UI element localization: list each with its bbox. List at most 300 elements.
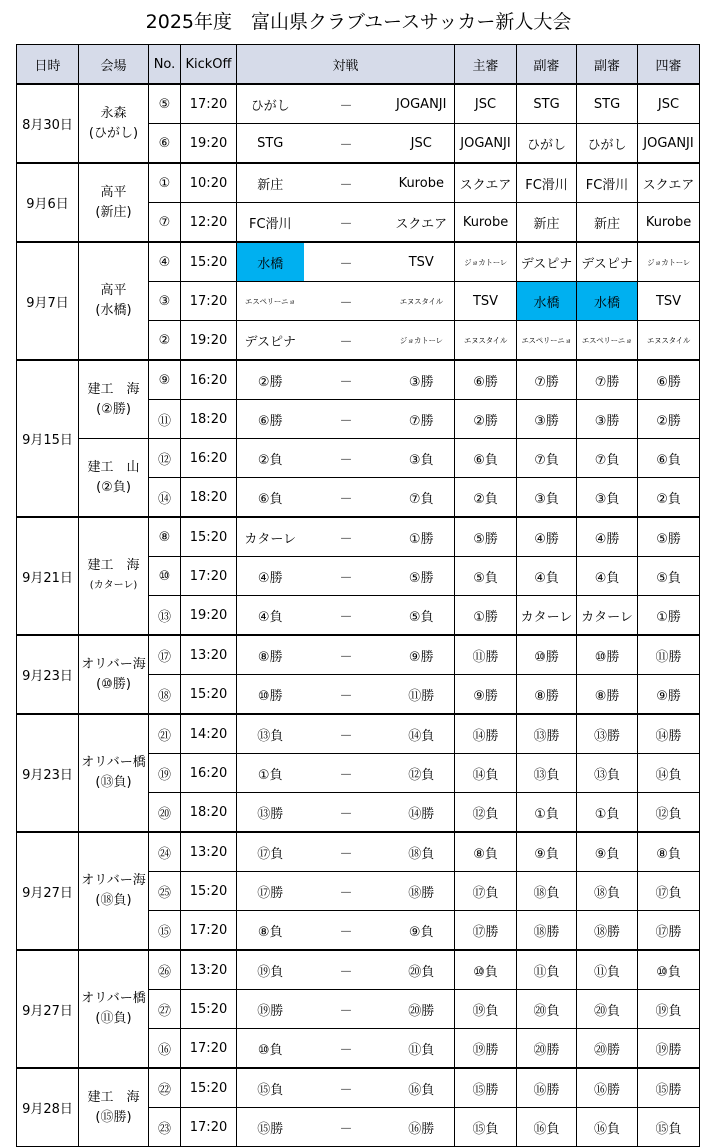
ref-main-cell: ⑰勝 [455,911,517,951]
away-team-cell: JSC [389,124,455,164]
kickoff-cell: 16:20 [181,439,237,478]
versus-cell: － [304,321,389,361]
ref-main-cell: ⑮負 [455,1108,517,1147]
versus-cell: － [304,754,389,793]
ref-sub2-cell: ⑱勝 [577,911,638,951]
venue-cell [79,163,149,242]
table-row [17,360,700,400]
ref-sub2-cell: ⑳勝 [577,1029,638,1069]
kickoff-cell: 13:20 [181,635,237,675]
ref-fourth-cell: ジョカトーレ [638,242,700,282]
date-cell: 9月27日 [17,950,79,1068]
kickoff-cell: 17:20 [181,557,237,596]
ref-fourth-cell: ⑰負 [638,872,700,911]
venue-name: オリバー海 [81,873,146,888]
ref-main-cell: ⑧負 [455,832,517,872]
kickoff-cell: 18:20 [181,478,237,518]
match-no-cell: ⑰ [149,635,181,675]
versus-cell: － [304,872,389,911]
versus-cell: － [304,675,389,715]
kickoff-cell: 18:20 [181,793,237,833]
home-team-cell: ⑬勝 [237,793,304,833]
kickoff-cell: 18:20 [181,400,237,439]
venue-cell [79,1068,149,1147]
versus-cell: － [304,990,389,1029]
ref-sub1-cell: 新庄 [517,203,577,243]
date-cell: 9月28日 [17,1068,79,1147]
header-kickoff: KickOff [181,45,237,85]
table-row [17,517,700,557]
ref-main-cell: ⑭負 [455,754,517,793]
ref-sub1-cell: ⑦勝 [517,360,577,400]
date-cell: 9月7日 [17,242,79,360]
kickoff-cell: 15:20 [181,872,237,911]
ref-sub2-cell: ④負 [577,557,638,596]
ref-main-cell: ⑫負 [455,793,517,833]
page-title: 2025年度 富山県クラブユースサッカー新人大会 [145,11,572,33]
ref-sub1-cell: ⑬勝 [517,714,577,754]
versus-cell: － [304,911,389,951]
ref-fourth-cell: JSC [638,84,700,124]
versus-cell: － [304,478,389,518]
versus-cell: － [304,400,389,439]
match-no-cell: ⑲ [149,754,181,793]
home-team-cell: ④負 [237,596,304,636]
header-match: 対戦 [237,45,455,85]
venue-host: (ひがし) [88,125,139,141]
ref-main-cell: ⑩負 [455,950,517,990]
versus-cell: － [304,517,389,557]
match-no-cell: ㉗ [149,990,181,1029]
home-team-cell: ⑩勝 [237,675,304,715]
versus-cell: － [304,439,389,478]
home-team-cell: ⑰負 [237,832,304,872]
ref-sub1-cell: ⑦負 [517,439,577,478]
home-team-cell: ⑧負 [237,911,304,951]
away-team-cell: ⑨勝 [389,635,455,675]
ref-main-cell: スクエア [455,163,517,203]
ref-fourth-cell: ⑪勝 [638,635,700,675]
header-ref-fourth: 四審 [638,45,700,85]
ref-sub1-cell: エスペリーニョ [517,321,577,361]
table-row [17,950,700,990]
match-no-cell: ⑨ [149,360,181,400]
ref-main-cell: ⑮勝 [455,1068,517,1108]
versus-cell: － [304,635,389,675]
home-team-cell: ⑬負 [237,714,304,754]
home-team-cell: ⑰勝 [237,872,304,911]
ref-sub1-cell: ④負 [517,557,577,596]
kickoff-cell: 19:20 [181,321,237,361]
away-team-cell: ③勝 [389,360,455,400]
ref-sub2-cell: ⑬勝 [577,714,638,754]
ref-sub1-cell: ③負 [517,478,577,518]
date-cell: 8月30日 [17,84,79,163]
home-team-cell: FC滑川 [237,203,304,243]
ref-fourth-cell: ⑰勝 [638,911,700,951]
ref-sub2-cell: ⑧勝 [577,675,638,715]
away-team-cell: ⑯負 [389,1068,455,1108]
versus-cell: － [304,282,389,321]
home-team-cell: ⑥勝 [237,400,304,439]
ref-main-cell: JSC [455,84,517,124]
header-no: No. [149,45,181,85]
ref-sub1-cell: ⑳勝 [517,1029,577,1069]
ref-fourth-cell: ⑭勝 [638,714,700,754]
home-team-cell: ④勝 [237,557,304,596]
venue-cell [79,635,149,714]
home-team-cell: ひがし [237,84,304,124]
home-team-cell: ①負 [237,754,304,793]
ref-sub1-cell: ひがし [517,124,577,164]
match-no-cell: ② [149,321,181,361]
away-team-cell: ③負 [389,439,455,478]
match-no-cell: ⑳ [149,793,181,833]
venue-host: (⑪負) [95,1011,132,1026]
match-no-cell: ① [149,163,181,203]
table-row [17,714,700,754]
home-team-cell: ⑲勝 [237,990,304,1029]
versus-cell: － [304,832,389,872]
home-team-cell: STG [237,124,304,164]
home-team-cell: エスペリーニョ [237,282,304,321]
ref-sub1-cell: デスピナ [517,242,577,282]
table-row [17,1068,700,1108]
ref-fourth-cell: ⑨勝 [638,675,700,715]
kickoff-cell: 17:20 [181,282,237,321]
ref-main-cell: JOGANJI [455,124,517,164]
schedule-table [16,44,700,1147]
header-venue: 会場 [79,45,149,85]
ref-main-cell: ⑲負 [455,990,517,1029]
kickoff-cell: 17:20 [181,1108,237,1147]
venue-name: 建工 海 [87,381,140,397]
ref-sub2-cell: ⑦負 [577,439,638,478]
date-cell: 9月6日 [17,163,79,242]
away-team-cell: ジョカトーレ [389,321,455,361]
ref-sub1-cell: ⑱勝 [517,911,577,951]
ref-fourth-cell: ⑲負 [638,990,700,1029]
venue-cell [79,832,149,950]
home-team-cell: ⑥負 [237,478,304,518]
home-team-cell: デスピナ [237,321,304,361]
ref-fourth-cell: ⑲勝 [638,1029,700,1069]
ref-fourth-cell: スクエア [638,163,700,203]
away-team-cell: ⑫負 [389,754,455,793]
versus-cell: － [304,242,389,282]
ref-sub1-cell: ⑩勝 [517,635,577,675]
kickoff-cell: 13:20 [181,832,237,872]
ref-sub2-cell: ⑳負 [577,990,638,1029]
ref-sub2-cell: ⑯負 [577,1108,638,1147]
kickoff-cell: 19:20 [181,124,237,164]
match-no-cell: ⑭ [149,478,181,518]
kickoff-cell: 19:20 [181,596,237,636]
ref-sub2-cell: ⑬負 [577,754,638,793]
date-cell: 9月21日 [17,517,79,635]
kickoff-cell: 14:20 [181,714,237,754]
venue-host: (水橋) [95,303,132,318]
venue-host: (⑬負) [95,775,132,790]
versus-cell: － [304,950,389,990]
ref-sub2-cell: ひがし [577,124,638,164]
venue-name: オリバー橋 [81,991,146,1006]
match-no-cell: ④ [149,242,181,282]
ref-sub2-cell: ⑯勝 [577,1068,638,1108]
ref-sub2-cell: ⑨負 [577,832,638,872]
kickoff-cell: 17:20 [181,84,237,124]
ref-sub2-cell: エスペリーニョ [577,321,638,361]
table-row [17,832,700,872]
table-row [17,242,700,282]
ref-main-cell: ②負 [455,478,517,518]
venue-cell [79,517,149,635]
match-no-cell: ⑯ [149,1029,181,1069]
ref-main-cell: ⑤負 [455,557,517,596]
ref-fourth-cell: ②負 [638,478,700,518]
kickoff-cell: 12:20 [181,203,237,243]
ref-main-cell: ⑲勝 [455,1029,517,1069]
venue-name: オリバー海 [81,656,146,672]
ref-sub2-cell: FC滑川 [577,163,638,203]
ref-sub2-cell: デスピナ [577,242,638,282]
match-no-cell: ㉓ [149,1108,181,1147]
home-team-cell: ⑮負 [237,1068,304,1108]
ref-sub1-cell: ⑯勝 [517,1068,577,1108]
home-team-cell: ⑧勝 [237,635,304,675]
kickoff-cell: 13:20 [181,950,237,990]
venue-name: 高平 [100,283,127,298]
home-team-cell: ②勝 [237,360,304,400]
ref-sub2-cell: 新庄 [577,203,638,243]
ref-sub1-cell: ①負 [517,793,577,833]
ref-sub2-cell: STG [577,84,638,124]
date-cell: 9月23日 [17,635,79,714]
ref-fourth-cell: ②勝 [638,400,700,439]
header-ref-sub2: 副審 [577,45,638,85]
venue-cell [79,439,149,518]
home-team-cell: ⑮勝 [237,1108,304,1147]
ref-sub1-cell: ⑯負 [517,1108,577,1147]
ref-sub1-cell: ⑧勝 [517,675,577,715]
away-team-cell: ⑤負 [389,596,455,636]
away-team-cell: ⑭勝 [389,793,455,833]
away-team-cell: ⑱負 [389,832,455,872]
venue-host: (⑩勝) [96,676,131,692]
ref-sub1-cell: STG [517,84,577,124]
header-date: 日時 [17,45,79,85]
away-team-cell: ⑪負 [389,1029,455,1069]
kickoff-cell: 15:20 [181,990,237,1029]
versus-cell: － [304,596,389,636]
venue-host: (⑮勝) [95,1109,132,1125]
away-team-cell: ⑤勝 [389,557,455,596]
away-team-cell: ⑦勝 [389,400,455,439]
table-row [17,84,700,124]
kickoff-cell: 16:20 [181,360,237,400]
header-ref-sub1: 副審 [517,45,577,85]
ref-fourth-cell: ⑤勝 [638,517,700,557]
kickoff-cell: 16:20 [181,754,237,793]
kickoff-cell: 10:20 [181,163,237,203]
away-team-cell: ⑳負 [389,950,455,990]
match-no-cell: ㉒ [149,1068,181,1108]
venue-host: (②勝) [96,401,131,417]
table-row [17,163,700,203]
venue-host: (②負) [96,479,131,495]
match-no-cell: ⑫ [149,439,181,478]
ref-fourth-cell: JOGANJI [638,124,700,164]
away-team-cell: ⑳勝 [389,990,455,1029]
venue-host: (新庄) [95,204,132,220]
away-team-cell: JOGANJI [389,84,455,124]
ref-sub1-cell: ⑪負 [517,950,577,990]
venue-name: 建工 山 [87,459,140,475]
versus-cell: － [304,714,389,754]
venue-cell [79,360,149,439]
away-team-cell: TSV [389,242,455,282]
ref-main-cell: ⑨勝 [455,675,517,715]
kickoff-cell: 17:20 [181,1029,237,1069]
venue-host: (カターレ) [89,580,138,591]
away-team-cell: ⑦負 [389,478,455,518]
ref-fourth-cell: TSV [638,282,700,321]
match-no-cell: ㉕ [149,872,181,911]
match-no-cell: ⑥ [149,124,181,164]
ref-sub1-cell: ⑳負 [517,990,577,1029]
ref-main-cell: ⑥勝 [455,360,517,400]
date-cell: 9月27日 [17,832,79,950]
match-no-cell: ⑩ [149,557,181,596]
away-team-cell: ⑱勝 [389,872,455,911]
ref-fourth-cell: ⑩負 [638,950,700,990]
away-team-cell: ⑯勝 [389,1108,455,1147]
ref-main-cell: ①勝 [455,596,517,636]
ref-sub1-cell: カターレ [517,596,577,636]
ref-fourth-cell: ①勝 [638,596,700,636]
ref-main-cell: ⑪勝 [455,635,517,675]
away-team-cell: ⑨負 [389,911,455,951]
ref-sub1-cell: FC滑川 [517,163,577,203]
match-no-cell: ㉖ [149,950,181,990]
venue-name: 永森 [100,105,127,121]
ref-main-cell: ⑥負 [455,439,517,478]
away-team-cell: スクエア [389,203,455,243]
venue-cell [79,714,149,832]
match-no-cell: ⑤ [149,84,181,124]
home-team-cell: ⑩負 [237,1029,304,1069]
versus-cell: － [304,1108,389,1147]
versus-cell: － [304,1029,389,1069]
home-team-cell: ⑲負 [237,950,304,990]
date-cell: 9月23日 [17,714,79,832]
header-ref-main: 主審 [455,45,517,85]
kickoff-cell: 15:20 [181,242,237,282]
match-no-cell: ㉑ [149,714,181,754]
ref-main-cell: TSV [455,282,517,321]
versus-cell: － [304,1068,389,1108]
ref-fourth-cell: ⑧負 [638,832,700,872]
date-cell: 9月15日 [17,360,79,517]
ref-fourth-cell: エヌスタイル [638,321,700,361]
ref-sub1-cell: 水橋 [517,282,577,321]
home-team-cell: カターレ [237,517,304,557]
venue-cell [79,84,149,163]
ref-main-cell: ②勝 [455,400,517,439]
ref-sub1-cell: ④勝 [517,517,577,557]
match-no-cell: ③ [149,282,181,321]
ref-sub1-cell: ③勝 [517,400,577,439]
ref-sub2-cell: ①負 [577,793,638,833]
venue-name: 建工 海 [87,1089,140,1105]
match-no-cell: ㉔ [149,832,181,872]
match-no-cell: ⑱ [149,675,181,715]
kickoff-cell: 15:20 [181,675,237,715]
ref-sub2-cell: ④勝 [577,517,638,557]
header-row [17,45,700,85]
ref-main-cell: ⑤勝 [455,517,517,557]
away-team-cell: Kurobe [389,163,455,203]
ref-sub2-cell: 水橋 [577,282,638,321]
ref-sub1-cell: ⑨負 [517,832,577,872]
ref-fourth-cell: ⑮勝 [638,1068,700,1108]
kickoff-cell: 15:20 [181,517,237,557]
ref-sub2-cell: ⑱負 [577,872,638,911]
ref-main-cell: エヌスタイル [455,321,517,361]
ref-sub2-cell: ⑪負 [577,950,638,990]
kickoff-cell: 15:20 [181,1068,237,1108]
venue-name: 高平 [100,184,127,200]
versus-cell: － [304,84,389,124]
versus-cell: － [304,360,389,400]
match-no-cell: ⑬ [149,596,181,636]
versus-cell: － [304,163,389,203]
ref-main-cell: Kurobe [455,203,517,243]
ref-sub2-cell: カターレ [577,596,638,636]
ref-sub1-cell: ⑬負 [517,754,577,793]
away-team-cell: ①勝 [389,517,455,557]
table-row [17,439,700,478]
table-row [17,635,700,675]
ref-sub1-cell: ⑱負 [517,872,577,911]
venue-cell [79,950,149,1068]
venue-host: (⑱負) [95,893,132,908]
versus-cell: － [304,557,389,596]
away-team-cell: エヌスタイル [389,282,455,321]
versus-cell: － [304,124,389,164]
versus-cell: － [304,793,389,833]
match-no-cell: ⑪ [149,400,181,439]
ref-sub2-cell: ③勝 [577,400,638,439]
home-team-cell: 水橋 [237,242,304,282]
ref-fourth-cell: ⑮負 [638,1108,700,1147]
ref-fourth-cell: ⑥負 [638,439,700,478]
ref-main-cell: ジョカトーレ [455,242,517,282]
kickoff-cell: 17:20 [181,911,237,951]
venue-cell [79,242,149,360]
home-team-cell: ②負 [237,439,304,478]
ref-fourth-cell: ⑤負 [638,557,700,596]
ref-fourth-cell: ⑥勝 [638,360,700,400]
ref-fourth-cell: ⑭負 [638,754,700,793]
ref-sub2-cell: ⑦勝 [577,360,638,400]
ref-main-cell: ⑭勝 [455,714,517,754]
match-no-cell: ⑦ [149,203,181,243]
schedule-body [17,84,700,1147]
away-team-cell: ⑪勝 [389,675,455,715]
venue-name: 建工 海 [87,558,140,573]
match-no-cell: ⑧ [149,517,181,557]
